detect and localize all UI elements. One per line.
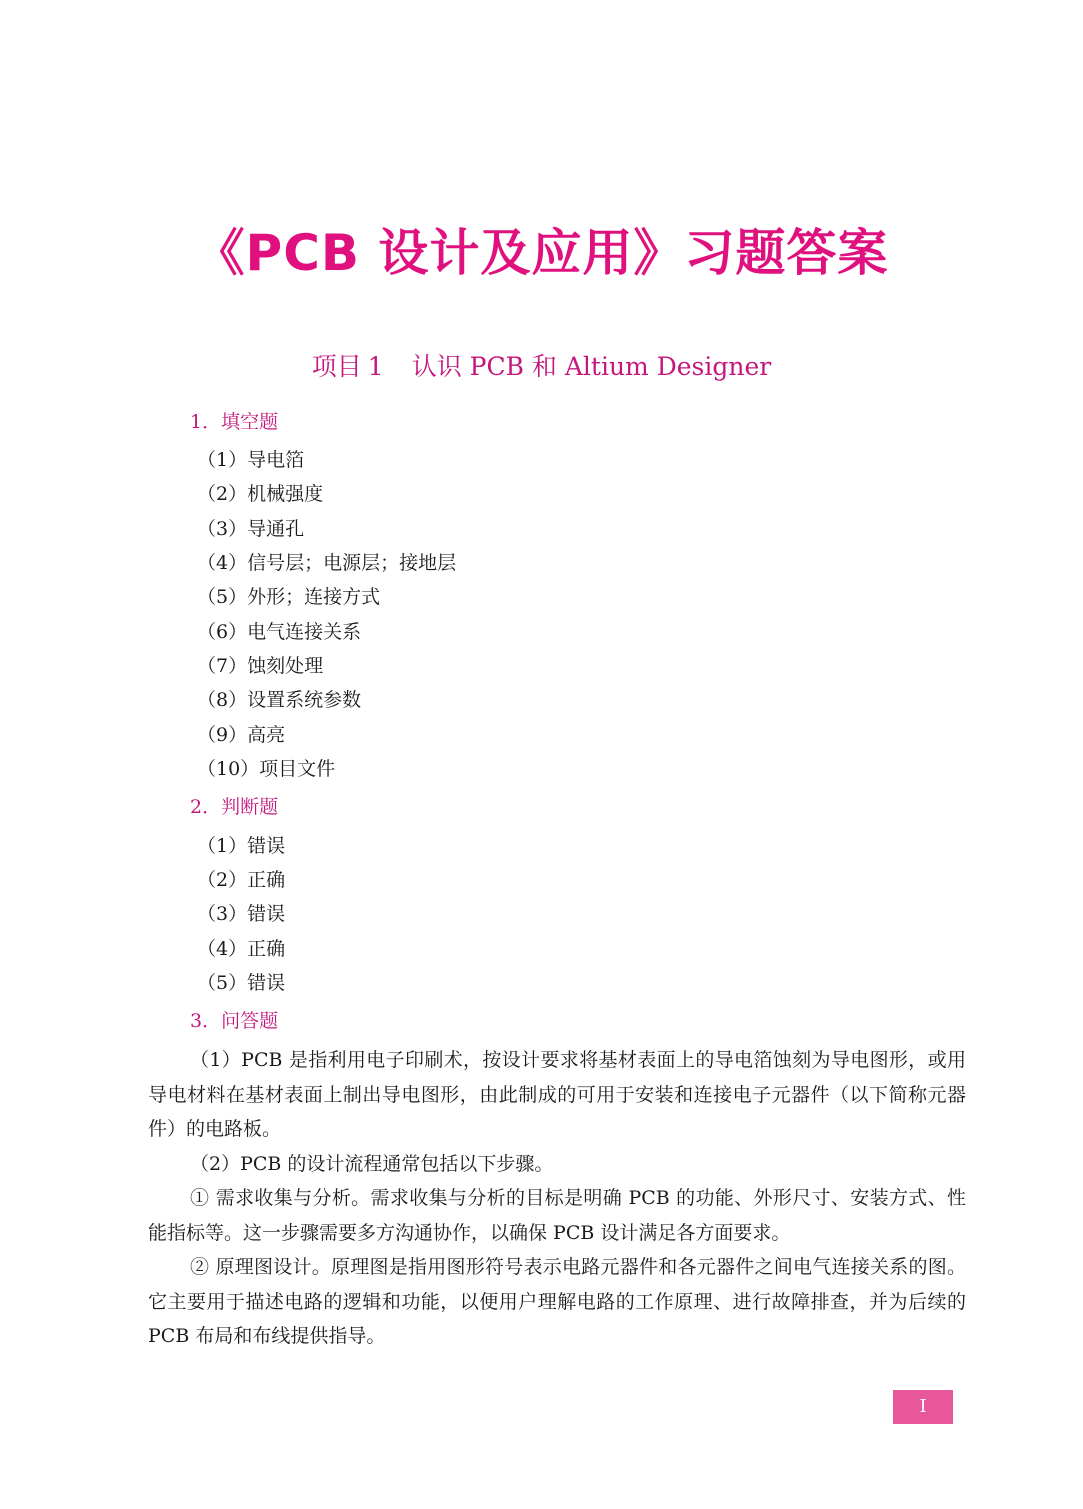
fill-blank-answer: （2）机械强度 [197,483,324,505]
section-title [0,348,1083,386]
true-false-heading: 2．判断题 [190,796,279,818]
fill-blank-heading: 1．填空题 [190,411,279,433]
section-number: 1 [367,352,384,381]
fill-blank-answer: （1）导电箔 [197,449,305,471]
fill-blank-answer: （10）项目文件 [197,758,336,780]
fill-blank-answer: （6）电气连接关系 [197,621,362,643]
qa-paragraph: （2）PCB 的设计流程通常包括以下步骤。 [190,1153,554,1175]
fill-blank-answer: （4）信号层；电源层；接地层 [197,552,457,574]
true-false-answer: （2）正确 [197,869,286,891]
fill-blank-answer: （7）蚀刻处理 [197,655,324,677]
qa-heading: 3．问答题 [190,1010,279,1032]
true-false-answer: （1）错误 [197,835,286,857]
section-label: 项目 [311,352,362,381]
qa-paragraph: （1）PCB 是指利用电子印刷术，按设计要求将基材表面上的导电箔蚀刻为导电图形，或用导电材料在基材表面上制出导电图形，由此制成的可用于安装和连接电子元器件（以下简称元器件）的电路板。 [148,1049,966,1140]
fill-blank-answer: （8）设置系统参数 [197,689,362,711]
qa-paragraph: ② 原理图设计。原理图是指用图形符号表示电路元器件和各元器件之间电气连接关系的图。它主要用于描述电路的逻辑和功能，以便用户理解电路的工作原理、进行故障排查，并为后续的 PCB 布局和布线提供指导。 [148,1256,966,1347]
page-number: I [893,1390,953,1424]
true-false-answer: （4）正确 [197,938,286,960]
qa-paragraph: ① 需求收集与分析。需求收集与分析的目标是明确 PCB 的功能、外形尺寸、安装方式、性能指标等。这一步骤需要多方沟通协作，以确保 PCB 设计满足各方面要求。 [148,1187,966,1244]
true-false-answer: （3）错误 [197,903,286,925]
fill-blank-answer: （5）外形；连接方式 [197,586,381,608]
page-title: 《PCB 设计及应用》习题答案 [194,224,889,282]
section-name: 认识 PCB 和 Altium Designer [411,352,772,381]
true-false-answer: （5）错误 [197,972,286,994]
fill-blank-answer: （3）导通孔 [197,518,305,540]
fill-blank-answer: （9）高亮 [197,724,286,746]
